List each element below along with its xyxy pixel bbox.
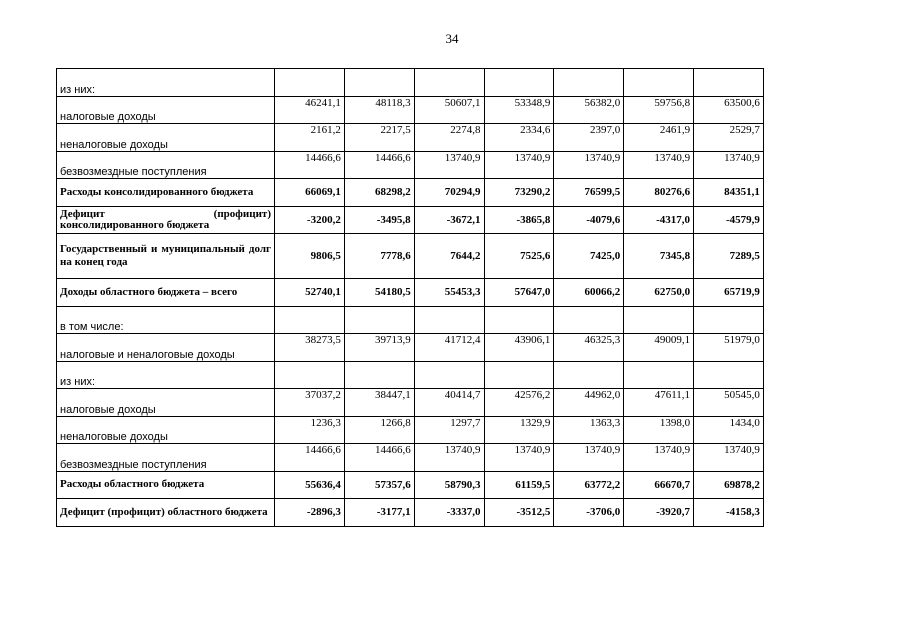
row-label: налоговые доходы	[57, 96, 275, 124]
table-cell	[484, 306, 554, 334]
table-cell	[344, 361, 414, 389]
table-cell: -4079,6	[554, 206, 624, 234]
table-cell: 7644,2	[414, 234, 484, 279]
table-cell: 37037,2	[275, 389, 345, 417]
table-cell: -3672,1	[414, 206, 484, 234]
row-label: неналоговые доходы	[57, 124, 275, 152]
table-row	[57, 389, 764, 417]
table-cell: 38273,5	[275, 334, 345, 362]
table-cell: 7525,6	[484, 234, 554, 279]
table-cell	[414, 361, 484, 389]
table-cell	[414, 306, 484, 334]
table-cell: 7289,5	[694, 234, 764, 279]
table-cell: 1236,3	[275, 416, 345, 444]
table-cell	[624, 361, 694, 389]
table-cell: 14466,6	[344, 444, 414, 472]
table-cell: -4317,0	[624, 206, 694, 234]
table-cell: 65719,9	[694, 279, 764, 307]
table-cell: 13740,9	[484, 444, 554, 472]
table-cell: 13740,9	[694, 151, 764, 179]
table-cell: 1434,0	[694, 416, 764, 444]
row-label: из них:	[57, 361, 275, 389]
table-cell: 13740,9	[624, 151, 694, 179]
table-cell: 44962,0	[554, 389, 624, 417]
table-cell: 59756,8	[624, 96, 694, 124]
table-cell: 14466,6	[344, 151, 414, 179]
table-cell: 42576,2	[484, 389, 554, 417]
table-cell: -3706,0	[554, 499, 624, 527]
table-cell: 49009,1	[624, 334, 694, 362]
table-cell	[554, 306, 624, 334]
row-label: Дефицит (профицит) консолидированного бюджета	[57, 206, 275, 234]
table-cell: 84351,1	[694, 179, 764, 207]
table-cell: 53348,9	[484, 96, 554, 124]
table-cell	[484, 69, 554, 97]
table-cell: 54180,5	[344, 279, 414, 307]
table-body	[57, 69, 764, 527]
table-row	[57, 444, 764, 472]
table-cell: 7778,6	[344, 234, 414, 279]
table-cell: 47611,1	[624, 389, 694, 417]
table-cell: 52740,1	[275, 279, 345, 307]
row-label: налоговые и неналоговые доходы	[57, 334, 275, 362]
row-label: в том числе:	[57, 306, 275, 334]
table-cell: 57647,0	[484, 279, 554, 307]
table-cell: 68298,2	[344, 179, 414, 207]
table-cell: 40414,7	[414, 389, 484, 417]
table-cell: 39713,9	[344, 334, 414, 362]
row-label: Расходы областного бюджета	[57, 471, 275, 499]
table-cell: 38447,1	[344, 389, 414, 417]
table-cell: 13740,9	[694, 444, 764, 472]
table-row	[57, 234, 764, 279]
table-cell: 13740,9	[414, 444, 484, 472]
table-cell: 14466,6	[275, 151, 345, 179]
table-cell	[275, 361, 345, 389]
table-row	[57, 416, 764, 444]
table-cell: 69878,2	[694, 471, 764, 499]
table-cell	[694, 361, 764, 389]
row-label: из них:	[57, 69, 275, 97]
table-cell	[275, 306, 345, 334]
table-row	[57, 306, 764, 334]
table-cell	[275, 69, 345, 97]
table-cell: 46325,3	[554, 334, 624, 362]
table-cell: 2161,2	[275, 124, 345, 152]
table-cell: 62750,0	[624, 279, 694, 307]
table-cell: 41712,4	[414, 334, 484, 362]
table-row	[57, 334, 764, 362]
table-cell: 2334,6	[484, 124, 554, 152]
table-cell: 60066,2	[554, 279, 624, 307]
table-cell: 13740,9	[554, 151, 624, 179]
table-cell: 63772,2	[554, 471, 624, 499]
table-row	[57, 499, 764, 527]
table-cell: 56382,0	[554, 96, 624, 124]
table-cell: -3865,8	[484, 206, 554, 234]
table-cell: 73290,2	[484, 179, 554, 207]
table-cell: 7425,0	[554, 234, 624, 279]
table-cell: 63500,6	[694, 96, 764, 124]
table-cell: 80276,6	[624, 179, 694, 207]
table-cell: 2274,8	[414, 124, 484, 152]
table-cell: 2397,0	[554, 124, 624, 152]
table-cell: 2461,9	[624, 124, 694, 152]
row-label: Доходы областного бюджета – всего	[57, 279, 275, 307]
table-cell: 1297,7	[414, 416, 484, 444]
table-cell: 51979,0	[694, 334, 764, 362]
table-cell: -2896,3	[275, 499, 345, 527]
table-cell: 61159,5	[484, 471, 554, 499]
table-cell: 1329,9	[484, 416, 554, 444]
table-cell: 57357,6	[344, 471, 414, 499]
table-row	[57, 179, 764, 207]
table-cell: 13740,9	[414, 151, 484, 179]
table-cell: 14466,6	[275, 444, 345, 472]
table-row	[57, 69, 764, 97]
table-cell: 2217,5	[344, 124, 414, 152]
table-cell: 13740,9	[484, 151, 554, 179]
table-cell: 55636,4	[275, 471, 345, 499]
table-cell	[414, 69, 484, 97]
row-label: налоговые доходы	[57, 389, 275, 417]
table-cell: -4579,9	[694, 206, 764, 234]
table-cell: 48118,3	[344, 96, 414, 124]
row-label: безвозмездные поступления	[57, 444, 275, 472]
table-cell: -3495,8	[344, 206, 414, 234]
table-row	[57, 151, 764, 179]
table-cell	[484, 361, 554, 389]
table-cell: -3200,2	[275, 206, 345, 234]
table-row	[57, 206, 764, 234]
table-cell: 13740,9	[554, 444, 624, 472]
table-cell: 7345,8	[624, 234, 694, 279]
table-row	[57, 124, 764, 152]
table-cell: -3177,1	[344, 499, 414, 527]
table-row	[57, 279, 764, 307]
table-cell	[554, 361, 624, 389]
table-row	[57, 361, 764, 389]
table-cell: 1398,0	[624, 416, 694, 444]
table-cell: -3337,0	[414, 499, 484, 527]
table-cell: 46241,1	[275, 96, 345, 124]
row-label: Расходы консолидированного бюджета	[57, 179, 275, 207]
table-cell: 76599,5	[554, 179, 624, 207]
table-cell	[624, 306, 694, 334]
row-label: безвозмездные поступления	[57, 151, 275, 179]
page-number: 34	[445, 31, 459, 46]
table-cell: 43906,1	[484, 334, 554, 362]
row-label: Государственный и муниципальный долг на конец года	[57, 234, 275, 279]
table-cell	[344, 306, 414, 334]
table-cell: 50545,0	[694, 389, 764, 417]
table-cell: 13740,9	[624, 444, 694, 472]
table-cell	[624, 69, 694, 97]
table-cell: -3920,7	[624, 499, 694, 527]
table-cell	[694, 69, 764, 97]
table-cell: 55453,3	[414, 279, 484, 307]
table-cell: 1266,8	[344, 416, 414, 444]
table-cell: 50607,1	[414, 96, 484, 124]
table-row	[57, 471, 764, 499]
budget-table	[56, 68, 764, 527]
table-row	[57, 96, 764, 124]
table-cell	[344, 69, 414, 97]
table-cell: -3512,5	[484, 499, 554, 527]
table-cell	[694, 306, 764, 334]
table-cell	[554, 69, 624, 97]
table-cell: 70294,9	[414, 179, 484, 207]
row-label: неналоговые доходы	[57, 416, 275, 444]
table-cell: 66670,7	[624, 471, 694, 499]
table-cell: 66069,1	[275, 179, 345, 207]
table-cell: -4158,3	[694, 499, 764, 527]
row-label: Дефицит (профицит) областного бюджета	[57, 499, 275, 527]
table-cell: 1363,3	[554, 416, 624, 444]
table-cell: 58790,3	[414, 471, 484, 499]
table-cell: 2529,7	[694, 124, 764, 152]
table-cell: 9806,5	[275, 234, 345, 279]
